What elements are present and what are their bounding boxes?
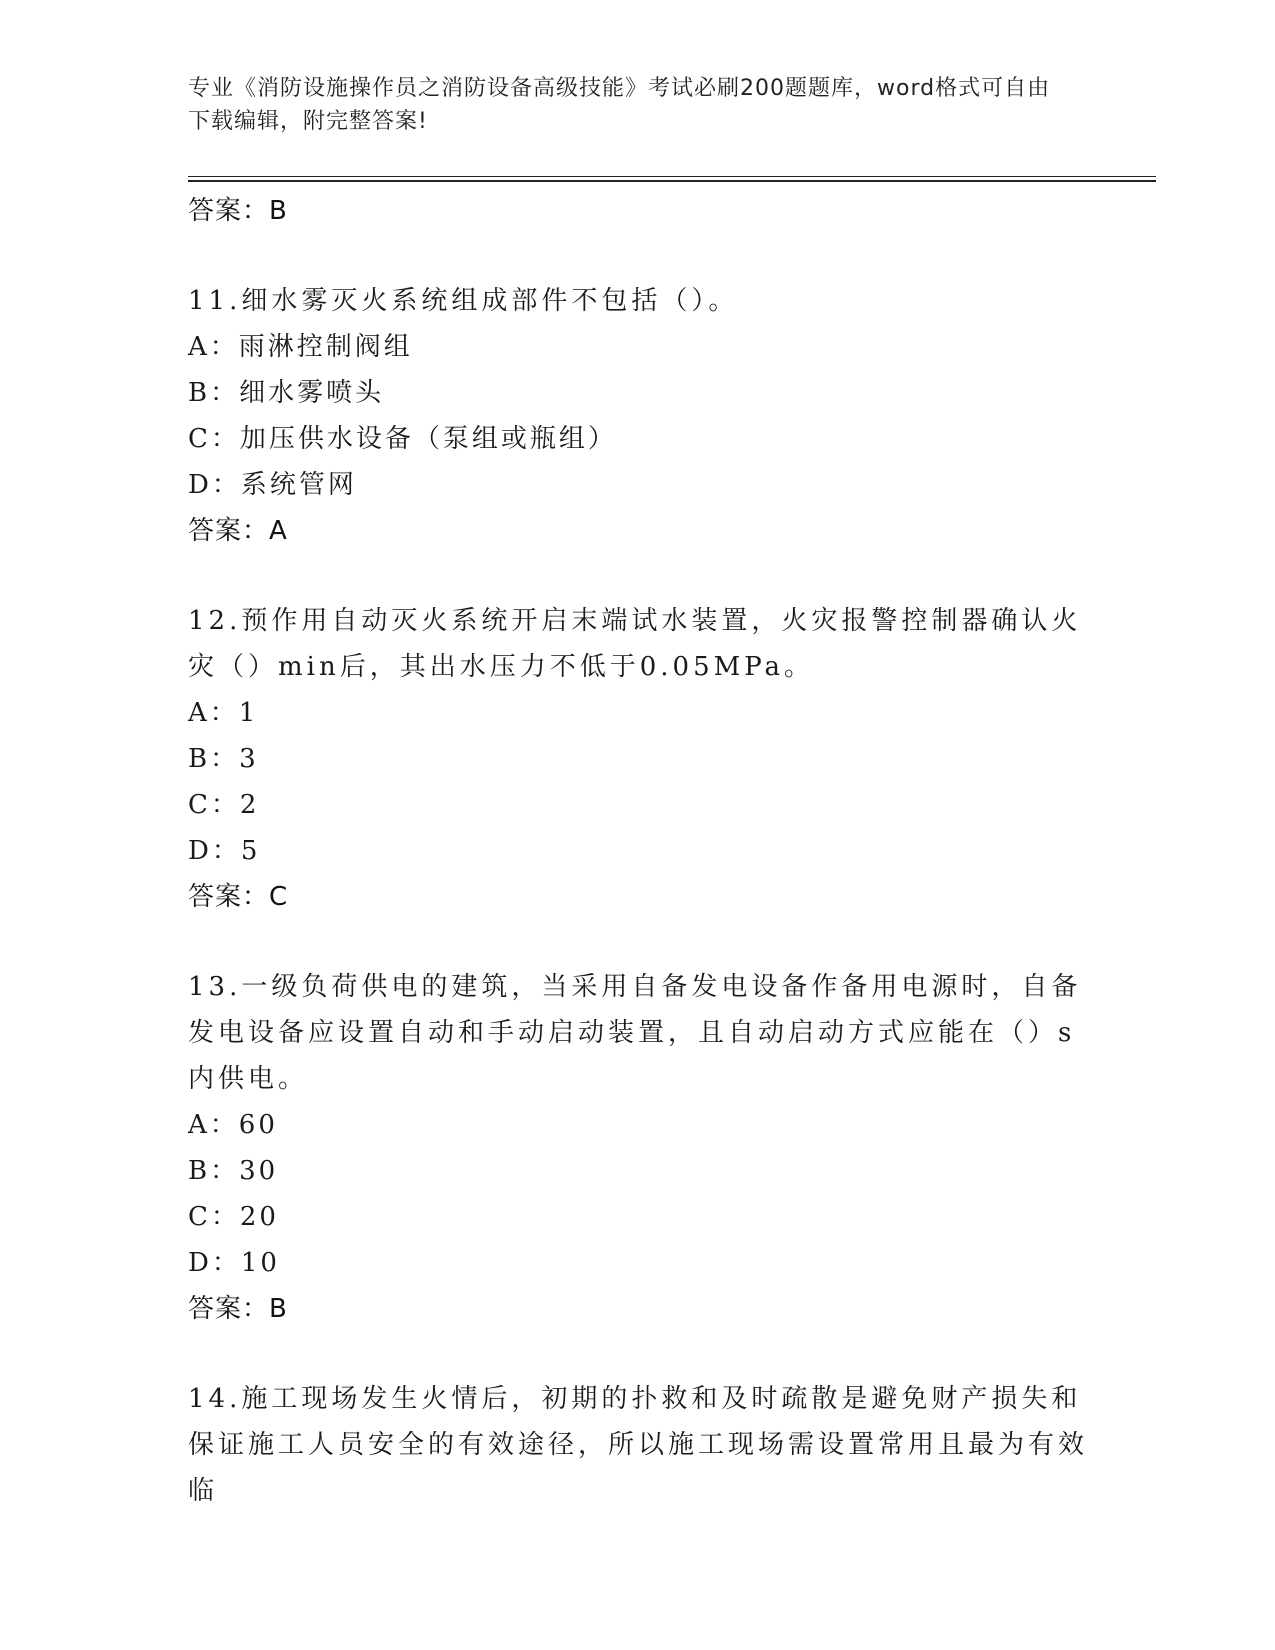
- option-b: B：细水雾喷头: [188, 378, 385, 408]
- option-c: C：加压供水设备（泵组或瓶组）: [188, 424, 617, 454]
- header-divider: [188, 176, 1156, 177]
- option-d: D：系统管网: [188, 470, 357, 500]
- answer-line: 答案：B: [188, 196, 288, 226]
- answer-line: 答案：C: [188, 882, 289, 912]
- question-stem: 11.细水雾灭火系统组成部件不包括（）。: [188, 286, 739, 316]
- question-14: [188, 1376, 1088, 1514]
- option-a: A：60: [188, 1110, 278, 1140]
- question-13: [188, 964, 1088, 1332]
- answer-line: 答案：B: [188, 1294, 288, 1324]
- option-c: C：20: [188, 1202, 279, 1232]
- answer-line: 答案：A: [188, 516, 288, 546]
- option-b: B：3: [188, 744, 259, 774]
- document-body: [188, 188, 1088, 1514]
- option-c: C：2: [188, 790, 260, 820]
- page-header: 专业《消防设施操作员之消防设备高级技能》考试必刷200题题库，word格式可自由下载编辑，附完整答案!: [188, 76, 1051, 134]
- question-stem: 14.施工现场发生火情后，初期的扑救和及时疏散是避免财产损失和保证施工人员安全的有效途径，所以施工现场需设置常用且最为有效临: [188, 1384, 1089, 1506]
- question-stem: 12.预作用自动灭火系统开启末端试水装置，火灾报警控制器确认火灾（）min后，其出水压力不低于0.05MPa。: [188, 606, 1082, 682]
- question-11: [188, 278, 1088, 554]
- question-stem: 13.一级负荷供电的建筑，当采用自备发电设备作备用电源时，自备发电设备应设置自动和手动启动装置，且自动启动方式应能在（）s内供电。: [188, 972, 1082, 1094]
- question-12: [188, 598, 1088, 920]
- header-divider-thick: [188, 180, 1156, 182]
- option-d: D：5: [188, 836, 261, 866]
- option-d: D：10: [188, 1248, 280, 1278]
- option-b: B：30: [188, 1156, 279, 1186]
- option-a: A：雨淋控制阀组: [188, 332, 413, 362]
- option-a: A：1: [188, 698, 259, 728]
